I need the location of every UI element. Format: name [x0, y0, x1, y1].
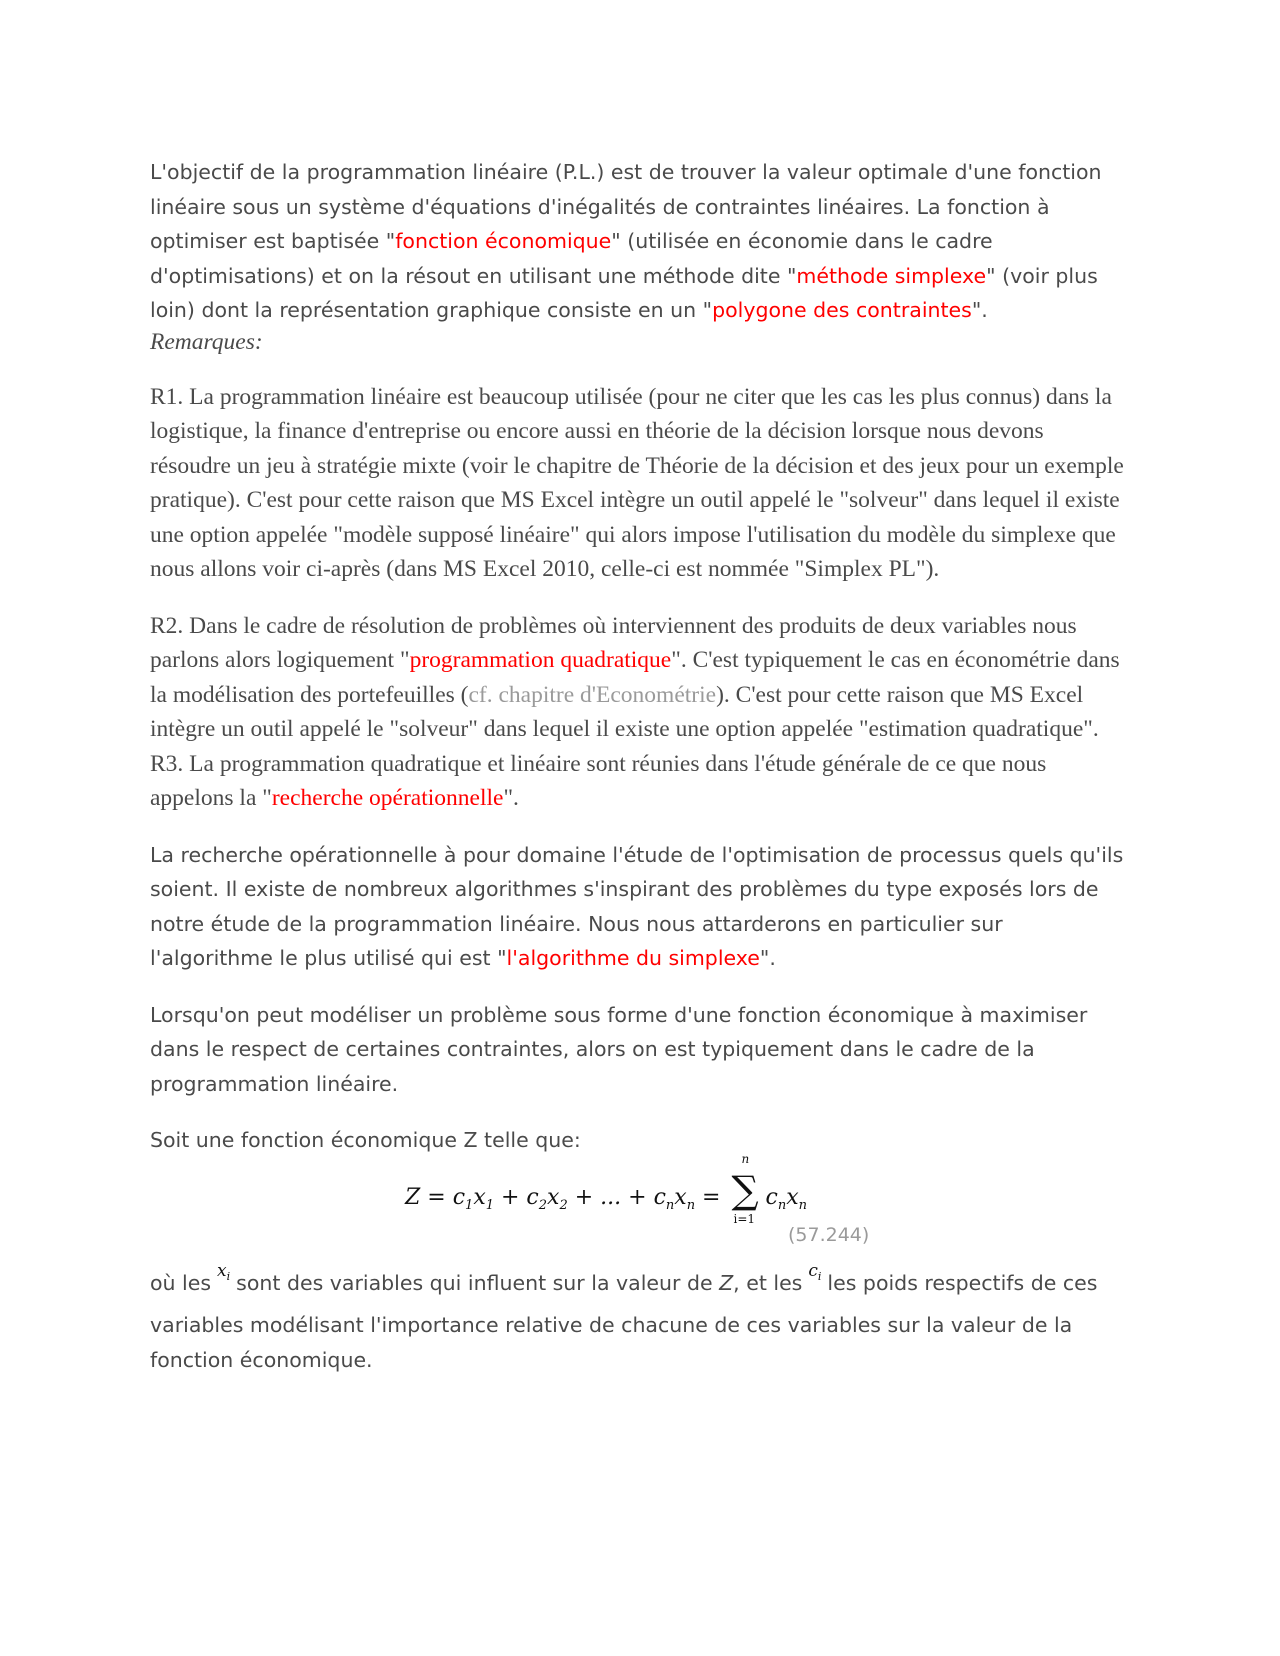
equation-number: (57.244): [788, 1223, 870, 1246]
p5-text-2: sont des variables qui influent sur la valeur de: [236, 1270, 713, 1295]
intro-text-3: " (voir plus loin) dont la représentation graphique consiste en un ": [150, 263, 1098, 322]
formula-block: [150, 1151, 1130, 1266]
term-methode-simplexe: méthode simplexe: [796, 263, 987, 288]
paragraph-soit: Soit une fonction économique Z telle que:: [150, 1128, 581, 1152]
paragraph-recherche-operationnelle: [150, 838, 1130, 976]
p2-text-2: ".: [759, 946, 776, 970]
term-algorithme-simplexe: l'algorithme du simplexe: [506, 946, 760, 970]
p2-text: La recherche opérationnelle à pour domaine l'étude de l'optimisation de processus quels qu'ils soient. Il existe de nombreux algorithmes s'inspirant des problèmes du type exposés lors de notre étude de la programmation linéaire. Nous nous attarderons en particulier sur l'algorithme le plus utilisé qui est ": [150, 842, 1124, 970]
remark-r1: R1. La programmation linéaire est beaucoup utilisée (pour ne citer que les cas les plus connus) dans la logistique, la finance d'entreprise ou encore aussi en théorie de la décision lorsque nous devons résoudre un jeu à stratégie mixte (voir le chapitre de Théorie de la décision et des jeux pour un exemple pratique). C'est pour cette raison que MS Excel intègre un outil appelé le "solveur" dans lequel il existe une option appelée "modèle supposé linéaire" qui alors impose l'utilisation du modèle du simplexe que nous allons voir ci-après (dans MS Excel 2010, celle-ci est nommée "Simplex PL").: [150, 383, 1124, 582]
sum-symbol: n ∑ i=1: [731, 1151, 759, 1226]
paragraph-modelisation: Lorsqu'on peut modéliser un problème sous forme d'une fonction économique à maximiser dans le respect de certaines contraintes, alors on est typiquement dans le cadre de la programmation linéaire.: [150, 1002, 1088, 1096]
r2-text-3: ). C'est pour cette raison que MS Excel intègre un outil appelé le "solveur" dans lequel il existe une option appelée "estimation quadratique".: [150, 681, 1099, 742]
r2-text: R2. Dans le cadre de résolution de problèmes où interviennent des produits de deux variables nous parlons alors logiquement ": [150, 612, 1077, 673]
r3-text-2: ".: [503, 785, 519, 811]
r3-text: R3. La programmation quadratique et linéaire sont réunies dans l'étude générale de ce que nous appelons la ": [150, 750, 1047, 811]
remarques-heading: Remarques:: [150, 328, 263, 355]
term-programmation-quadratique: programmation quadratique: [409, 647, 672, 673]
remark-r2: [150, 609, 1130, 747]
term-fonction-economique: fonction économique: [395, 229, 612, 253]
symbol-xi: $x_i$: [217, 1260, 231, 1283]
p5-text-4: les poids respectifs de ces variables modélisant l'importance relative de chacune de ces variables sur la valeur de la fonction économique.: [150, 1270, 1098, 1372]
intro-text-2: " (utilisée en économie dans le cadre d'optimisations) et on la résout en utilisant une méthode dite ": [150, 229, 993, 288]
p5-text-3: , et les: [733, 1270, 803, 1295]
objective-function-formula: $Z = c_1x_1 + c_2x_2$ + ... + $c_nx_n$ = n ∑ i=1 $c_nx_n$: [405, 1151, 807, 1226]
intro-text-4: ".: [971, 298, 988, 322]
term-recherche-operationnelle: recherche opérationnelle: [271, 785, 504, 811]
r2-text-2: ". C'est typiquement le cas en économétrie dans la modélisation des portefeuilles (: [150, 647, 1120, 708]
link-chapitre-econometrie[interactable]: cf. chapitre d'Econométrie: [468, 681, 717, 708]
p5-text: où les: [150, 1270, 212, 1295]
symbol-ci: $c_i$: [808, 1260, 822, 1283]
remark-r3: [150, 747, 1130, 816]
intro-paragraph: [150, 155, 1130, 328]
symbol-z: Z: [719, 1270, 734, 1295]
paragraph-variables: [150, 1260, 1130, 1378]
document-body: [150, 155, 1130, 1377]
intro-text: L'objectif de la programmation linéaire (P.L.) est de trouver la valeur optimale d'une fonction linéaire sous un système d'équations d'inégalités de contraintes linéaires. La fonction à optimiser est baptisée ": [150, 160, 1102, 253]
term-polygone-contraintes: polygone des contraintes: [712, 298, 972, 322]
